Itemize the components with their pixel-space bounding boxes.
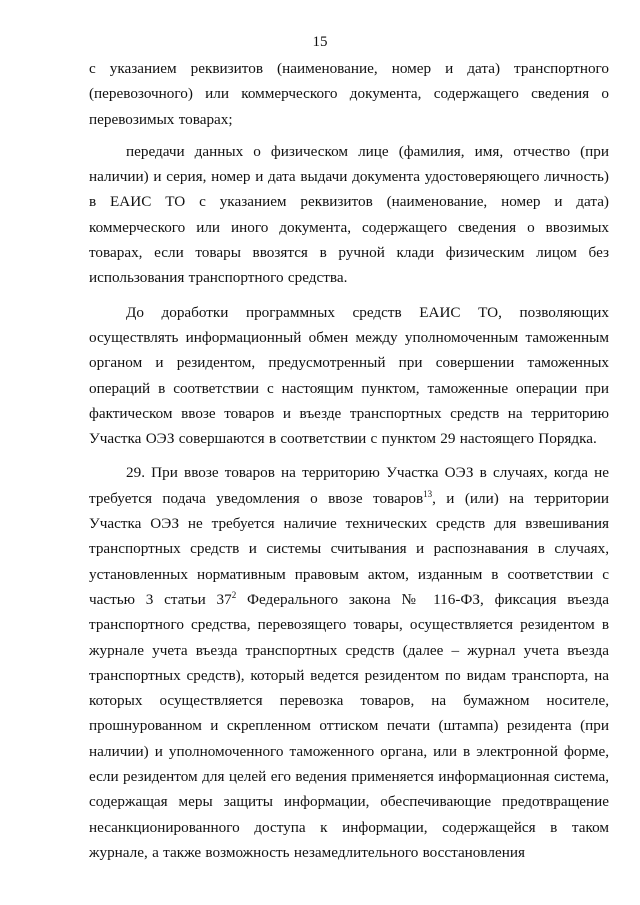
paragraph-item-29	[89, 460, 609, 865]
page-number: 15	[312, 34, 328, 50]
paragraph-requisites-continuation: с указанием реквизитов (наименование, номер и дата) транспортного (перевозочного) или коммерческого документа, содержащего сведения о перевозимых товарах;	[89, 60, 609, 128]
body-text	[89, 56, 609, 865]
paragraph-personal-data: передачи данных о физическом лице (фамилия, имя, отчество (при наличии) и серия, номер и дата выдачи документа удостоверяющего личность) в ЕАИС ТО с указанием реквизитов (наименование, номер и дата) коммерческого или иного документа, содержащего сведения о ввозимых товарах, если товары ввозятся в ручной клади физическим лицом без использования транспортного средства.	[89, 142, 609, 287]
article-superscript: 2	[231, 589, 237, 600]
item-29-text-part3: Федерального закона № 116-ФЗ, фиксация въезда транспортного средства, перевозящего товары, осуществляется резидентом в журнале учета въезда транспортных средств (далее – журнал учета въезда транспортных средств), который ведется резидентом по видам транспорта, на которых осуществляется перевозка товаров, на бумажном носителе, прошнурованном и скрепленном оттиском печати (штампа) резидента (при наличии) и уполномоченного таможенного органа, или в электронной форме, если резидентом для целей его ведения применяется информационная система, содержащая меры защиты информации, обеспечивающие предотвращение несанкционированного доступа к информации, содержащейся в таком журнале, а также возможность незамедлительного восстановления	[89, 590, 609, 861]
item-29-text-part1: 29. При ввозе товаров на территорию Участка ОЭЗ в случаях, когда не требуется подача уведомления о ввозе товаров	[89, 464, 609, 507]
item-29-text-part2: , и (или) на территории Участка ОЭЗ не требуется наличие технических средств для взвешивания транспортных средств и системы считывания и распознавания в случаях, установленных нормативным правовым актом, изданным в соответствии с частью 3 статьи 37	[89, 489, 609, 608]
footnote-reference: 13	[423, 488, 433, 499]
paragraph-software-refinement: До доработки программных средств ЕАИС ТО, позволяющих осуществлять информационный обмен между уполномоченным таможенным органом и резидентом, предусмотренный при совершении таможенных операций в соответствии с настоящим пунктом, таможенные операции при фактическом ввозе товаров и въезде транспортных средств на территорию Участка ОЭЗ совершаются в соответствии с пунктом 29 настоящего Порядка.	[89, 303, 609, 448]
